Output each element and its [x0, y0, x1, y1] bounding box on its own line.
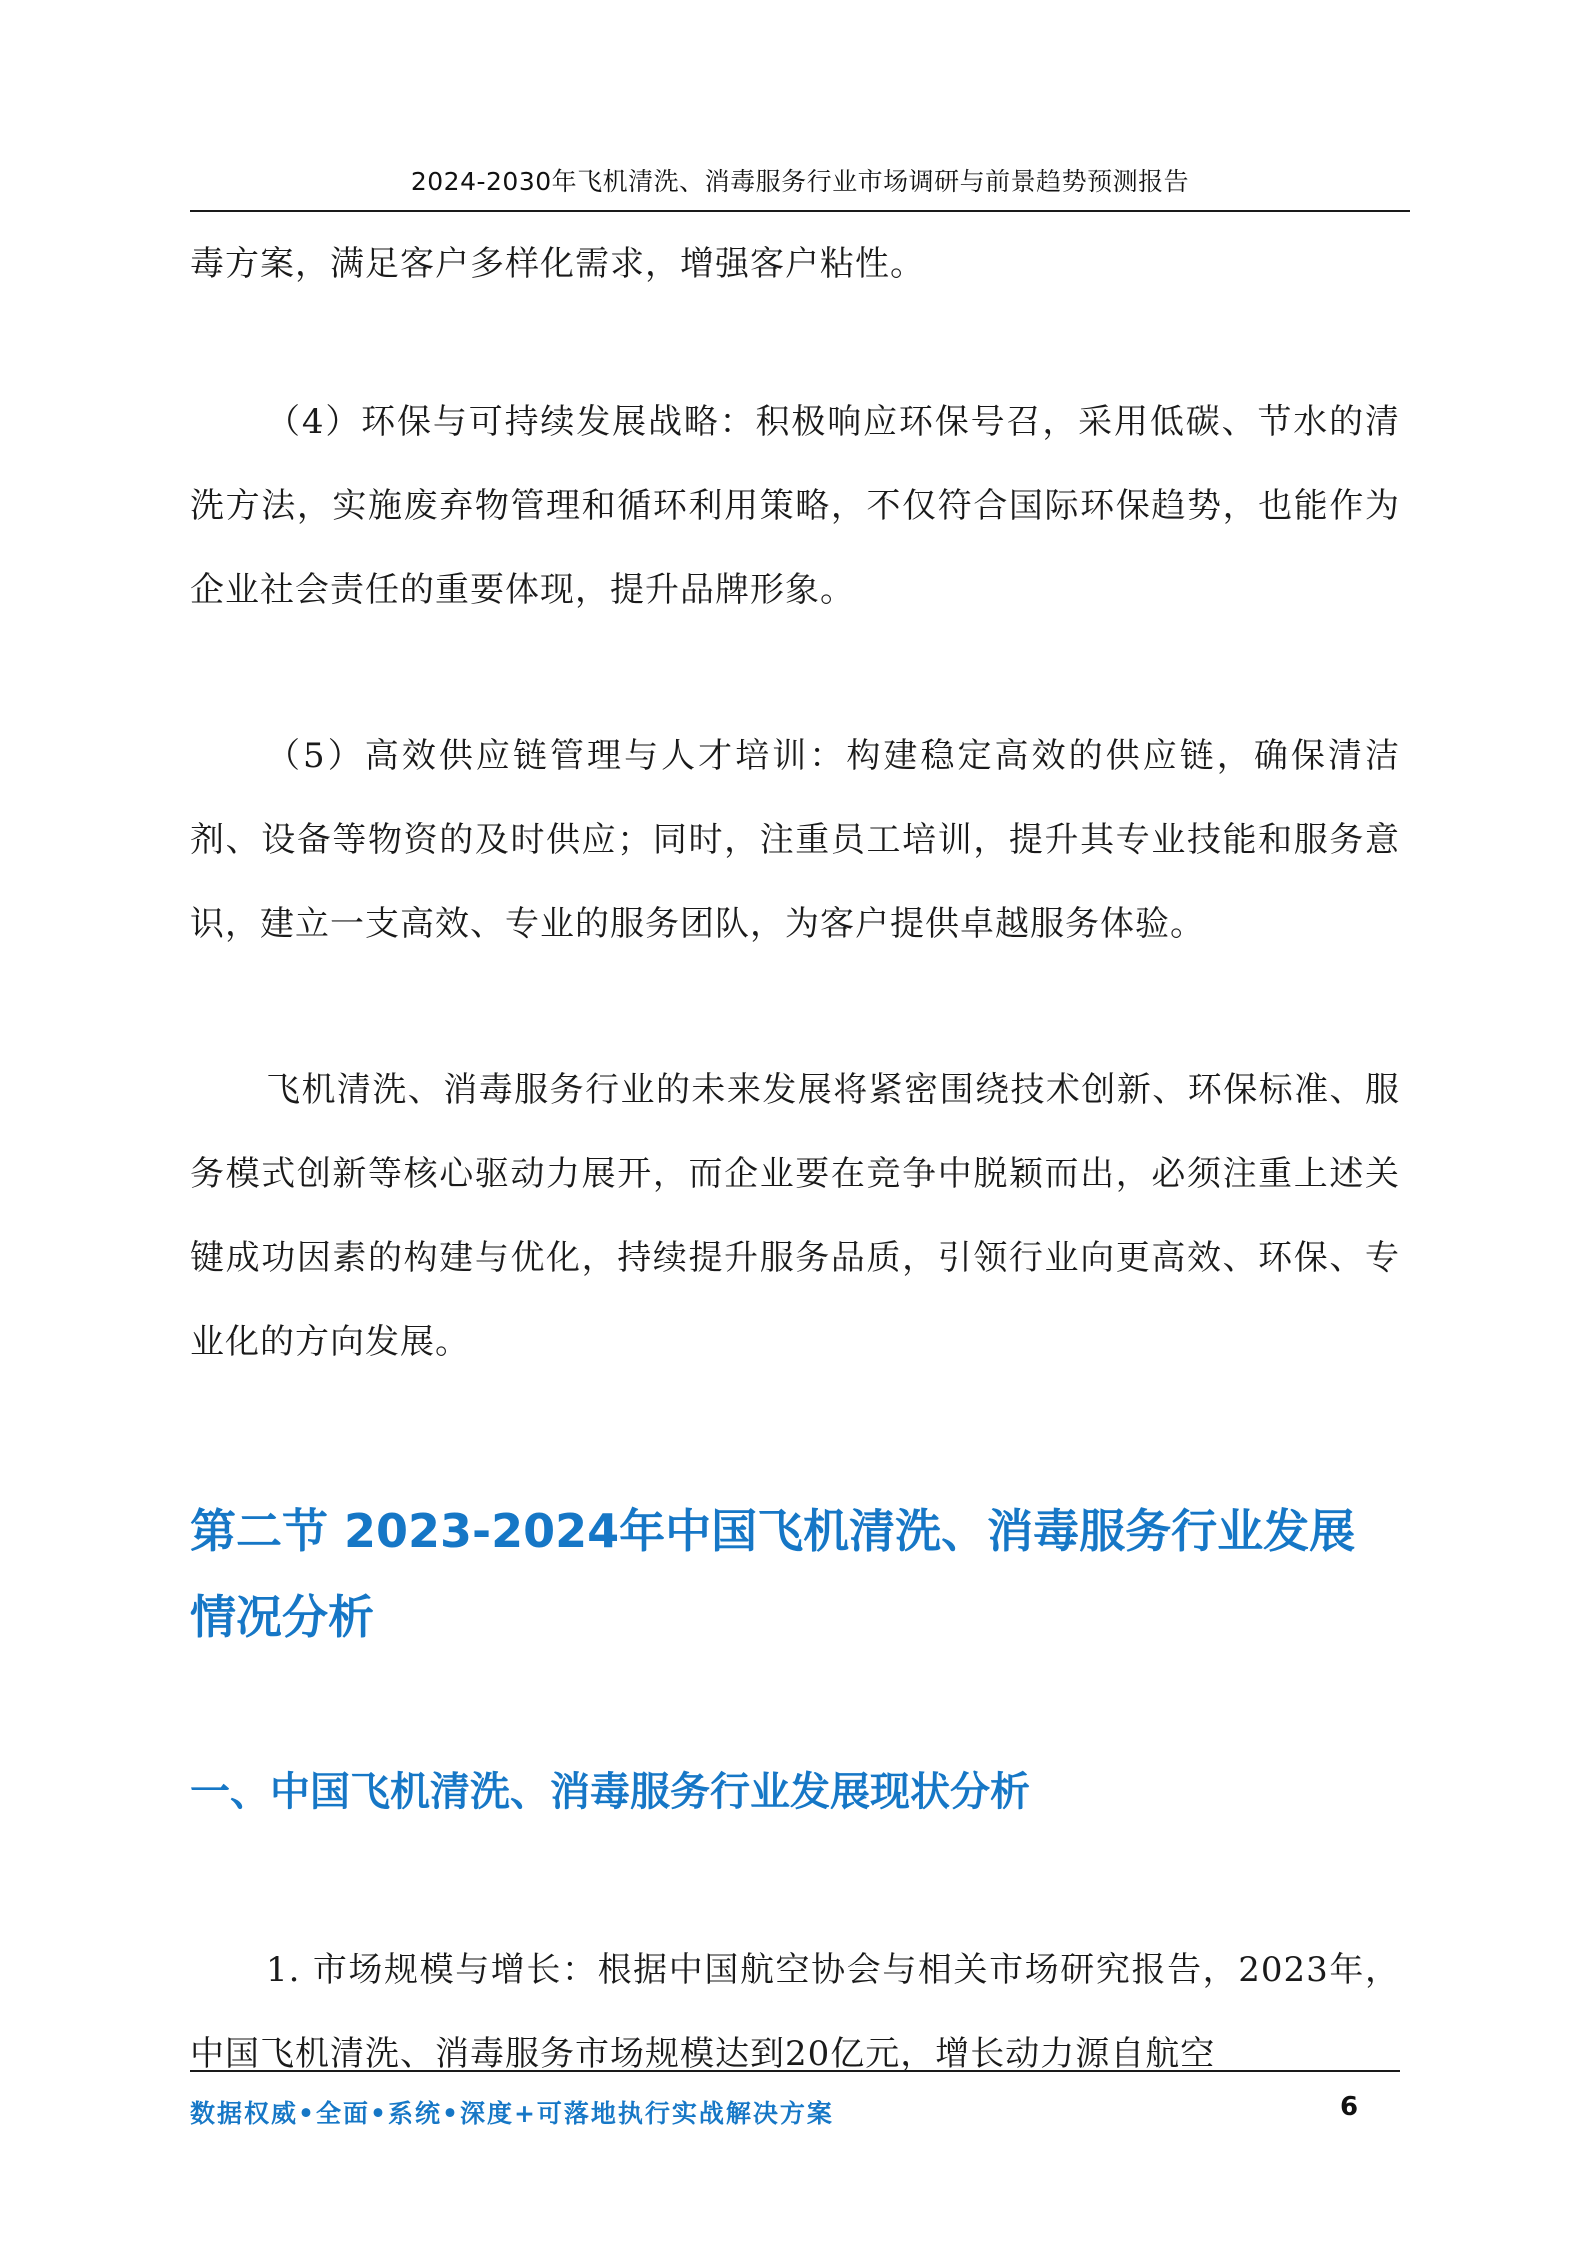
- paragraph-strategy-4: （4）环保与可持续发展战略：积极响应环保号召，采用低碳、节水的清洗方法，实施废弃物管理和循环利用策略，不仅符合国际环保趋势，也能作为企业社会责任的重要体现，提升品牌形象。: [190, 402, 1400, 610]
- section-heading: 第二节 2023-2024年中国飞机清洗、消毒服务行业发展情况分析: [190, 1504, 1356, 1644]
- paragraph-continuation: 毒方案，满足客户多样化需求，增强客户粘性。: [190, 244, 925, 284]
- report-title: 2024-2030年飞机清洗、消毒服务行业市场调研与前景趋势预测报告: [410, 167, 1190, 196]
- paragraph-summary: 飞机清洗、消毒服务行业的未来发展将紧密围绕技术创新、环保标准、服务模式创新等核心驱动力展开，而企业要在竞争中脱颖而出，必须注重上述关键成功因素的构建与优化，持续提升服务品质，引领行业向更高效、环保、专业化的方向发展。: [190, 1070, 1400, 1362]
- paragraph-market-size: 1. 市场规模与增长：根据中国航空协会与相关市场研究报告，2023年，中国飞机清洗、消毒服务市场规模达到20亿元，增长动力源自航空: [190, 1950, 1400, 2074]
- sub-heading: 一、中国飞机清洗、消毒服务行业发展现状分析: [190, 1769, 1030, 1815]
- footer-slogan: 数据权威•全面•系统•深度+可落地执行实战解决方案: [190, 2099, 834, 2128]
- page-number: 6: [1340, 2092, 1359, 2122]
- page-header: [190, 124, 1410, 212]
- footer-divider: [190, 2070, 1400, 2072]
- paragraph-strategy-5: （5）高效供应链管理与人才培训：构建稳定高效的供应链，确保清洁剂、设备等物资的及时供应；同时，注重员工培训，提升其专业技能和服务意识，建立一支高效、专业的服务团队，为客户提供卓越服务体验。: [190, 736, 1400, 944]
